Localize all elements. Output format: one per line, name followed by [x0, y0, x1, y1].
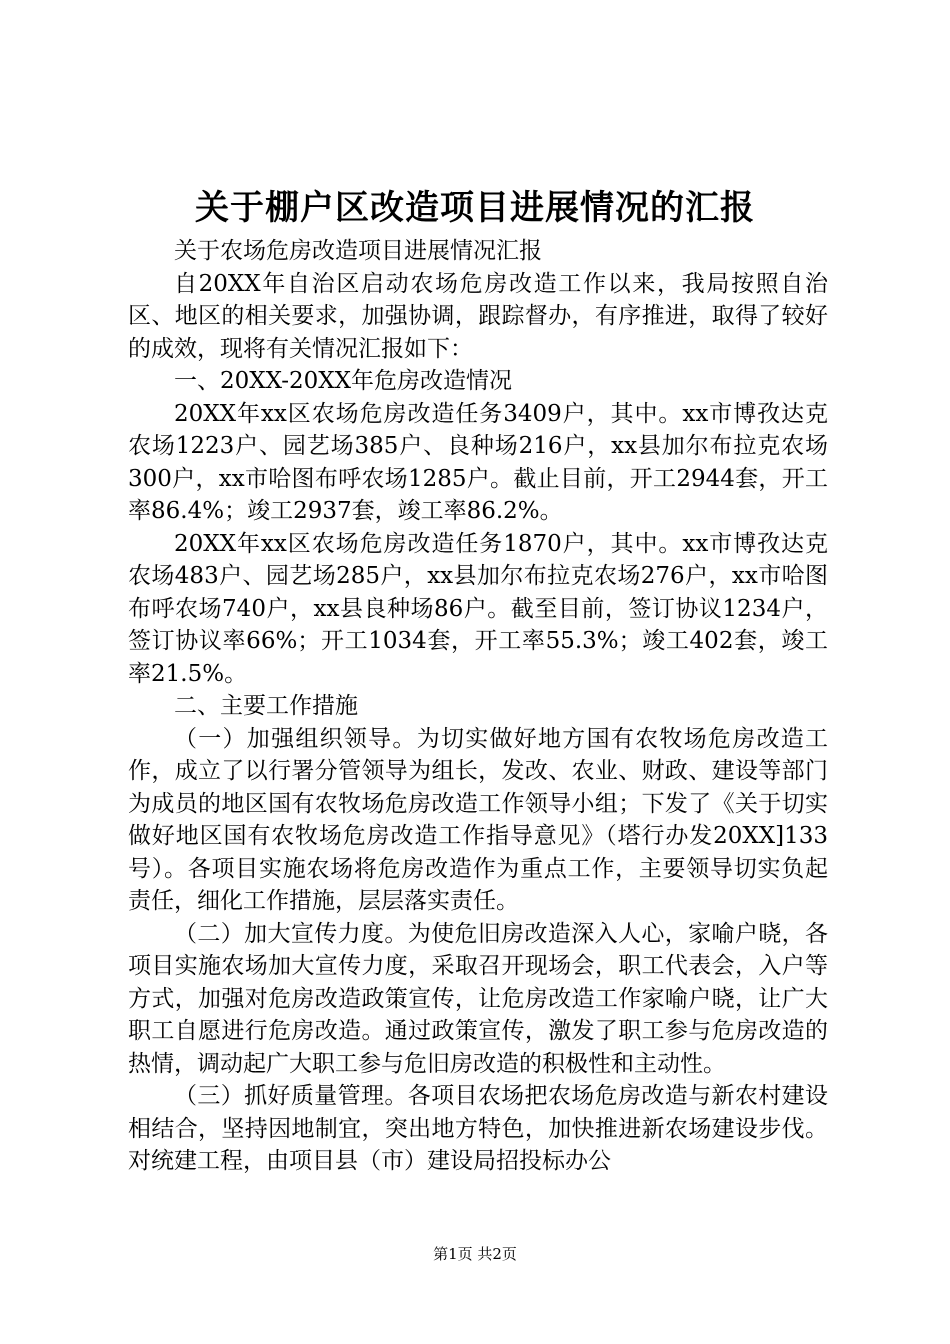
document-body: [128, 235, 828, 1178]
section-heading-1: 一、20XX-20XX年危房改造情况: [174, 368, 512, 394]
intro-paragraph: 自20XX年自治区启动农场危房改造工作以来，我局按照自治区、地区的相关要求，加强协调，跟踪督办，有序推进，取得了较好的成效，现将有关情况汇报如下：: [128, 270, 828, 362]
body-paragraph: （三）抓好质量管理。各项目农场把农场危房改造与新农村建设相结合，坚持因地制宜，突出地方特色，加快推进新农场建设步伐。对统建工程，由项目县（市）建设局招投标办公: [128, 1083, 828, 1174]
section-heading-2: 二、主要工作措施: [174, 693, 358, 719]
document-title: 关于棚户区改造项目进展情况的汇报: [195, 188, 755, 228]
body-paragraph: （二）加大宣传力度。为使危旧房改造深入人心，家喻户晓，各项目实施农场加大宣传力度，采取召开现场会，职工代表会，入户等方式，加强对危房改造政策宣传，让危房改造工作家喻户晓，让广大职工自愿进行危房改造。通过政策宣传，激发了职工参与危房改造的热情，调动起广大职工参与危旧房改造的积极性和主动性。: [128, 920, 828, 1077]
body-paragraph: （一）加强组织领导。为切实做好地方国有农牧场危房改造工作，成立了以行署分管领导为组长，发改、农业、财政、建设等部门为成员的地区国有农牧场危房改造工作领导小组；下发了《关于切实做好地区国有农牧场危房改造工作指导意见》（塔行办发20XX]133号）。各项目实施农场将危房改造作为重点工作，主要领导切实负起责任，细化工作措施，层层落实责任。: [128, 725, 828, 914]
body-paragraph: 20XX年xx区农场危房改造任务1870户，其中。xx市博孜达克农场483户、园艺场285户，xx县加尔布拉克农场276户，xx市哈图布呼农场740户，xx县良种场86户。截至目前，签订协议1234户，签订协议率66%；开工1034套，开工率55.3%；竣工402套，竣工率21.5%。: [128, 530, 828, 687]
body-paragraph: 20XX年xx区农场危房改造任务3409户，其中。xx市博孜达克农场1223户、园艺场385户、良种场216户，xx县加尔布拉克农场300户，xx市哈图布呼农场1285户。截止目前，开工2944套，开工率86.4%；竣工2937套，竣工率86.2%。: [128, 400, 828, 524]
subtitle-paragraph: 关于农场危房改造项目进展情况汇报: [174, 238, 542, 264]
page-number-footer: 第1页 共2页: [433, 1245, 517, 1263]
